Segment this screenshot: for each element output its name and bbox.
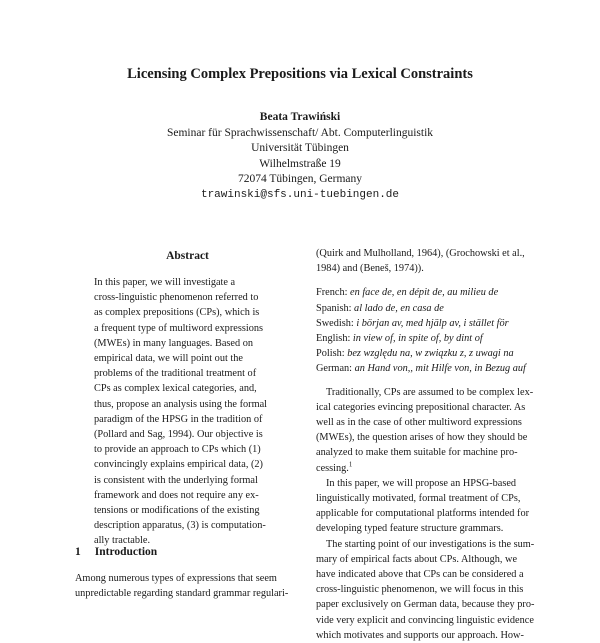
section-number: 1 [75,546,81,558]
abstract-heading: Abstract [166,250,209,262]
citation-continuation [316,246,545,276]
author-block [0,110,600,203]
example-expressions: in view of, in spite of, by dint of [352,333,483,345]
text-line: have indicated above that CPs can be considered a [316,569,524,581]
example-language: Polish: [316,348,348,360]
text-line: paper exclusively on German data, because they pro- [316,599,535,611]
example-row [316,331,545,346]
paragraph-proposal [316,476,545,537]
text-line: Among numerous types of expressions that seem [75,573,277,584]
right-column [316,246,545,643]
text-line: unpredictable regarding standard grammar regulari- [75,588,289,600]
example-row [316,316,545,331]
author-city: 72074 Tübingen, Germany [237,173,363,185]
text-line: framework and does not require any ex- [94,489,259,501]
example-expressions: i början av, med hjälp av, i stället för [356,317,509,329]
text-line: convincingly explains empirical data, (2) [94,459,263,471]
example-row [316,301,545,316]
text-line: (Pollard and Sag, 1994). Our objective is [94,429,263,441]
text-line: CPs as complex lexical categories, and, [94,383,257,395]
examples-list [316,285,545,376]
example-expressions: en face de, en dépit de, au milieu de [350,287,499,299]
text-line: (MWEs), the question arises of how they should be [316,432,528,444]
text-line: is consistent with the underlying formal [94,474,258,486]
text-line: applicable for computational platforms intended for [316,508,530,520]
example-language: German: [316,363,355,375]
author-university: Universität Tübingen [251,142,349,154]
abstract-body [94,275,282,549]
text-line: cross-linguistic phenomenon referred to [94,292,259,304]
text-line: Traditionally, CPs are assumed to be complex lex- [326,386,534,398]
text-line: ical categories evincing prepositional character. As [316,401,526,413]
text-line: analyzed to make them suitable for machine pro- [316,447,518,459]
text-line: In this paper, we will propose an HPSG-based [326,477,517,489]
text-line: cross-linguistic phenomenon, we will focus in this [316,584,524,596]
text-line: (Quirk and Mulholland, 1964), (Grochowski et al., [316,248,525,259]
text-line: thus, propose an analysis using the formal [94,398,268,410]
author-street: Wilhelmstraße 19 [259,157,341,170]
example-expressions: bez względu na, w związku z, z uwagi na [347,348,514,360]
text-line: developing typed feature structure grammars. [316,523,504,535]
text-line: a frequent type of multiword expressions [94,322,263,334]
paragraph-starting-point [316,537,545,643]
text-line: ally tractable. [94,535,151,547]
text-line: vide very explicit and convincing linguistic evidence [316,614,534,626]
paragraph-traditionally [316,385,545,476]
footnote-marker[interactable]: 1 [348,460,353,469]
example-row [316,285,545,300]
paper-title: Licensing Complex Prepositions via Lexical Constraints [127,66,473,82]
text-line: cessing. [316,462,349,474]
author-affiliation: Seminar für Sprachwissenschaft/ Abt. Computerlinguistik [166,126,434,139]
text-line: tensions or modifications of the existing [94,505,260,517]
text-line: as complex prepositions (CPs), which is [94,307,260,319]
example-language: French: [316,287,351,299]
example-language: Swedish: [316,317,357,329]
text-line: paradigm of the HPSG in the tradition of [94,413,263,425]
text-line: linguistically motivated, formal treatment of CPs, [316,493,521,505]
example-language: English: [316,333,353,345]
example-language: Spanish: [316,302,355,314]
example-expressions: al lado de, en casa de [354,302,444,314]
text-line: (MWEs) in many languages. Based on [94,337,253,349]
text-line: description apparatus, (3) is computation- [94,520,266,532]
example-row [316,346,545,361]
author-email[interactable]: trawinski@sfs.uni-tuebingen.de [200,188,400,201]
author-name: Beata Trawiński [259,111,341,123]
example-row [316,361,545,376]
section-heading [75,546,157,558]
section-title: Introduction [94,546,158,558]
text-line: 1984) and (Beneš, 1974)). [316,263,424,275]
introduction-text [75,571,313,601]
text-line: problems of the traditional treatment of [94,368,257,380]
text-line: to provide an approach to CPs which (1) [94,444,261,456]
text-line: In this paper, we will investigate a [94,277,236,288]
text-line: empirical data, we will point out the [94,353,243,365]
text-line: which motivates and supports our approach. How- [316,629,524,641]
text-line: The starting point of our investigations is the sum- [326,538,535,550]
text-line: mary of empirical facts about CPs. Although, we [316,553,518,565]
text-line: well as in the case of other multiword expressions [316,417,522,429]
example-expressions: an Hand von,, mit Hilfe von, in Bezug auf [354,363,526,375]
